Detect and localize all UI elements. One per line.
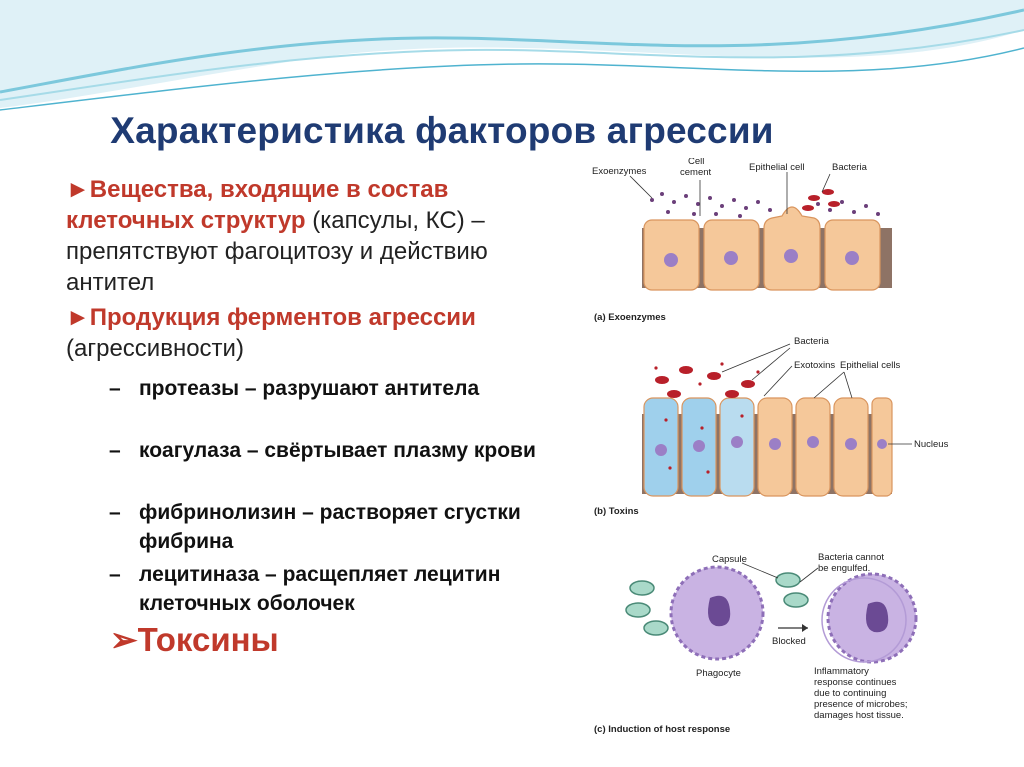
label-cell: Cell bbox=[688, 158, 705, 167]
caption-toxins: (b) Toxins bbox=[594, 506, 639, 517]
bullet-enzymes-text: (агрессивности) bbox=[66, 335, 244, 362]
slide-content bbox=[62, 98, 962, 738]
sub-item-text: лецитиназа – расщепляет лецитин клеточных оболочек bbox=[139, 563, 501, 615]
sub-item-text: протеазы – разрушают антитела bbox=[139, 377, 480, 400]
label-bacteria-b: Bacteria bbox=[794, 336, 829, 347]
label-nucleus: Nucleus bbox=[914, 439, 949, 450]
bullet-arrow-icon: ► bbox=[66, 304, 90, 331]
dash-marker: – bbox=[109, 377, 121, 400]
panel-toxins bbox=[594, 336, 949, 517]
label-inflammatory-3: due to continuing bbox=[814, 688, 887, 699]
label-inflammatory-4: presence of microbes; bbox=[814, 699, 908, 710]
bullet-toxins: ➢Токсины bbox=[110, 621, 279, 658]
label-blocked: Blocked bbox=[772, 636, 806, 647]
label-bacteria-cannot-2: be engulfed. bbox=[818, 563, 871, 574]
bullet-arrow-icon: ► bbox=[66, 176, 90, 203]
phagocyte-cell bbox=[626, 567, 763, 659]
label-inflammatory-5: damages host tissue. bbox=[814, 710, 904, 721]
bullet-structures-text: (капсулы, КС) – препятствуют фагоцитозу и действию антител bbox=[66, 207, 488, 296]
label-epithelial-cells: Epithelial cells bbox=[840, 360, 901, 371]
phagocyte-blocked bbox=[822, 574, 916, 662]
label-exoenzymes: Exoenzymes bbox=[592, 166, 647, 177]
bullet-enzymes-highlight: Продукция ферментов агрессии bbox=[89, 304, 476, 331]
label-cement: cement bbox=[680, 167, 712, 178]
slide-title: Характеристика факторов агрессии bbox=[110, 110, 774, 151]
caption-exoenzymes: (a) Exoenzymes bbox=[594, 312, 666, 323]
label-bacteria-a: Bacteria bbox=[832, 162, 867, 173]
aggression-factors-illustration bbox=[582, 158, 962, 738]
label-capsule: Capsule bbox=[712, 554, 747, 565]
label-inflammatory-2: response continues bbox=[814, 677, 897, 688]
sub-item-text: фибринолизин – растворяет сгустки фибрина bbox=[139, 501, 521, 553]
bullet-structures bbox=[66, 174, 536, 298]
bullet-enzymes bbox=[66, 302, 536, 364]
label-inflammatory-1: Inflammatory bbox=[814, 666, 869, 677]
panel-host-response bbox=[594, 552, 916, 735]
panel-exoenzymes bbox=[592, 158, 892, 323]
caption-host-response: (c) Induction of host response bbox=[594, 724, 731, 735]
label-epithelial-cell: Epithelial cell bbox=[749, 162, 805, 173]
label-bacteria-cannot-1: Bacteria cannot bbox=[818, 552, 885, 563]
dash-marker: – bbox=[109, 563, 121, 586]
dash-marker: – bbox=[109, 439, 121, 462]
dash-marker: – bbox=[109, 501, 121, 524]
bullet-structures-highlight: Вещества, входящие в состав клеточных структур bbox=[66, 176, 449, 234]
label-phagocyte: Phagocyte bbox=[696, 668, 741, 679]
sub-item-text: коагулаза – свёртывает плазму крови bbox=[139, 439, 536, 462]
label-exotoxins: Exotoxins bbox=[794, 360, 836, 371]
